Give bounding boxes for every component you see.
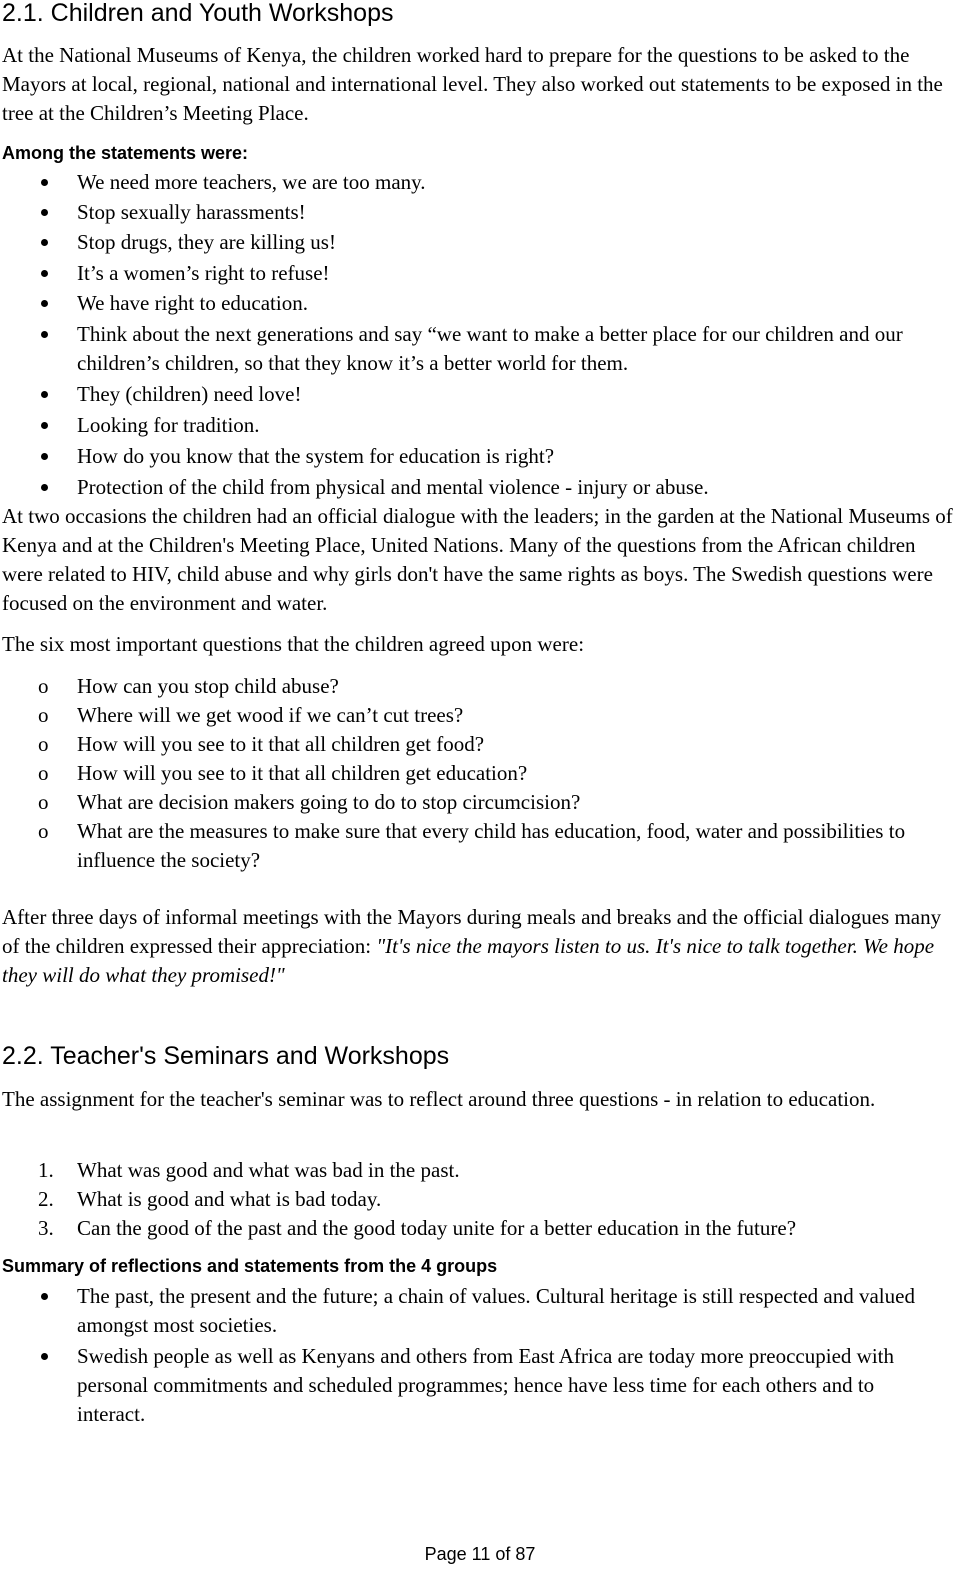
children-quote: "It's nice the mayors listen to us. It's nice to talk together. We hope they will do what they promised!" — [2, 934, 935, 987]
bullet-icon — [41, 1353, 48, 1360]
list-item: It’s a women’s right to refuse! — [0, 259, 935, 289]
circle-bullet-icon: o — [38, 819, 49, 843]
list-item: o How will you see to it that all children get food? — [0, 730, 935, 759]
bullet-icon — [41, 453, 48, 460]
dialogue-paragraph: At two occasions the children had an official dialogue with the leaders; in the garden at the National Museums of Kenya and at the Children's Meeting Place, United Nations. Many of the questions from the African children were related to HIV, child abuse and why girls don't have the same rights as boys. The Swedish questions were focused on the environment and water. — [2, 504, 953, 615]
list-item: Swedish people as well as Kenyans and others from East Africa are today more preoccupied with personal commitments and scheduled programmes; hence have less time for each others and to interact. — [0, 1342, 945, 1430]
bullet-icon — [41, 179, 48, 186]
bullet-icon — [41, 239, 48, 246]
list-item: o How can you stop child abuse? — [0, 672, 935, 701]
circle-bullet-icon: o — [38, 790, 49, 814]
children-questions-list — [0, 672, 935, 875]
bullet-icon — [41, 422, 48, 429]
bullet-icon — [41, 484, 48, 491]
list-item: o What are the measures to make sure that every child has education, food, water and possibilities to influence the society? — [38, 819, 906, 872]
list-item: The past, the present and the future; a chain of values. Cultural heritage is still respected and valued amongst most societies. — [0, 1282, 945, 1342]
list-item: 1. What was good and what was bad in the past. — [38, 1158, 460, 1182]
questions-intro: The six most important questions that the children agreed upon were: — [2, 632, 585, 656]
summary-list — [0, 1282, 945, 1430]
list-item: We need more teachers, we are too many. — [0, 168, 935, 198]
list-item: How do you know that the system for education is right? — [0, 442, 935, 473]
list-item: Stop sexually harassments! — [0, 198, 935, 228]
circle-bullet-icon: o — [38, 703, 49, 727]
bullet-icon — [41, 1293, 48, 1300]
section-heading-teachers-seminars: 2.2. Teacher's Seminars and Workshops — [2, 1042, 450, 1070]
bullet-icon — [41, 331, 48, 338]
statements-subheading: Among the statements were: — [2, 143, 249, 163]
circle-bullet-icon: o — [38, 674, 49, 698]
bullet-icon — [41, 270, 48, 277]
list-item: They (children) need love! — [0, 380, 935, 411]
teacher-intro-paragraph: The assignment for the teacher's seminar was to reflect around three questions - in relation to education. — [2, 1087, 876, 1111]
circle-bullet-icon: o — [38, 732, 49, 756]
section-heading-children-youth: 2.1. Children and Youth Workshops — [2, 0, 394, 27]
list-item: o What are decision makers going to do to stop circumcision? — [0, 788, 935, 817]
statements-list — [0, 168, 935, 502]
list-item: o Where will we get wood if we can’t cut trees? — [0, 701, 935, 730]
teacher-questions-list — [0, 1156, 945, 1243]
list-item: Protection of the child from physical and mental violence - injury or abuse. — [0, 473, 935, 502]
bullet-icon — [41, 209, 48, 216]
list-item: Looking for tradition. — [0, 411, 935, 442]
appreciation-paragraph: After three days of informal meetings with the Mayors during meals and breaks and the official dialogues many of the children expressed their appreciation: "It's nice the mayors listen to us. It's nice to talk together. We hope they will do what they promised!" — [2, 905, 942, 987]
list-item: Stop drugs, they are killing us! — [0, 228, 935, 259]
page-number: Page 11 of 87 — [424, 1544, 536, 1564]
intro-paragraph: At the National Museums of Kenya, the children worked hard to prepare for the questions to be asked to the Mayors at local, regional, national and international level. They also worked out statements to be exposed in the tree at the Children’s Meeting Place. — [2, 43, 943, 125]
list-item: o How will you see to it that all children get education? — [0, 759, 935, 788]
circle-bullet-icon: o — [38, 761, 49, 785]
summary-subheading: Summary of reflections and statements from the 4 groups — [2, 1256, 498, 1276]
list-item: 3. Can the good of the past and the good today unite for a better education in the future? — [38, 1216, 797, 1240]
list-item: Think about the next generations and say “we want to make a better place for our children and our children’s children, so that they know it’s a better world for them. — [0, 320, 935, 380]
bullet-icon — [41, 391, 48, 398]
list-item: 2. What is good and what is bad today. — [38, 1187, 382, 1211]
bullet-icon — [41, 300, 48, 307]
list-item: We have right to education. — [0, 289, 935, 320]
